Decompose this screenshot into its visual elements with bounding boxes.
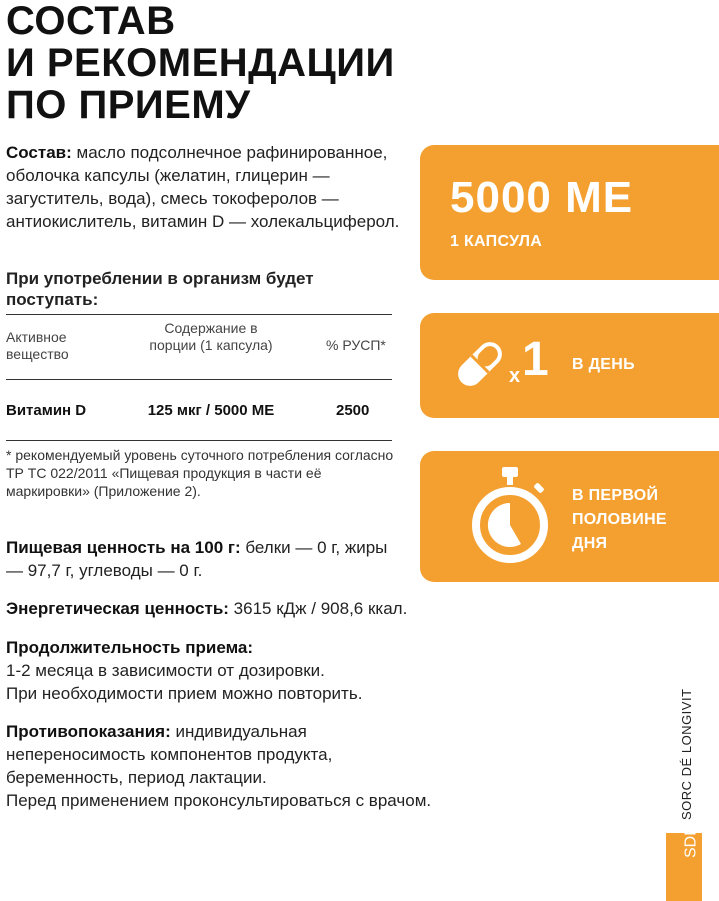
contraindications-section [6,720,506,812]
duration-line-2: При необходимости прием можно повторить. [6,684,363,703]
brand-name: SORC DÉ LONGIVIT [679,688,694,820]
frequency-label: В ДЕНЬ [572,356,635,373]
title-line-3: ПО ПРИЕМУ [6,83,251,127]
timing-line-1: В ПЕРВОЙ [572,487,659,504]
duration-section [6,636,486,705]
timing-card [420,451,719,582]
energy-text: 3615 кДж / 908,6 ккал. [228,599,408,618]
intake-heading: При употреблении в организм будет поступать: [6,269,314,309]
contra-line-4: Перед применением проконсультироваться с врачом. [6,791,432,810]
dose-unit: 1 КАПСУЛА [450,233,543,250]
timing-line-2: ПОЛОВИНЕ [572,511,667,528]
timing-text [572,484,712,556]
title-line-1: СОСТАВ [6,0,176,43]
frequency-times-sign: x [509,365,521,387]
stopwatch-icon [468,463,552,565]
nutrient-table [6,314,392,441]
frequency-card [420,313,719,418]
header-amount: Содержание в порции (1 капсула) [149,320,273,353]
contra-line-3: беременность, период лактации. [6,768,267,787]
composition-section [6,141,406,233]
row-percent: 2500 [336,402,370,419]
frequency-count: 1 [522,333,549,386]
dose-card [420,145,719,280]
brand-badge [666,826,702,901]
capsule-icon [450,334,510,394]
timing-line-3: ДНЯ [572,535,608,552]
composition-text: масло подсолнечное рафинированное, оболочка капсулы (желатин, глицерин — загуститель, вода), смесь токоферолов — антиокислитель, витамин D — холекальциферол. [6,143,400,231]
duration-label: Продолжительность приема: [6,638,254,657]
table-bottom-rule [6,440,392,441]
dose-value: 5000 МЕ [450,173,634,222]
contra-line-1: индивидуальная [170,722,307,741]
nutrition-label: Пищевая ценность на 100 г: [6,538,241,557]
header-percent: % РУСП* [326,337,386,353]
contra-line-2: непереносимость компонентов продукта, [6,745,333,764]
header-substance: Активное вещество [6,329,69,362]
duration-line-1: 1-2 месяца в зависимости от дозировки. [6,661,325,680]
energy-label: Энергетическая ценность: [6,599,229,618]
footnote: * рекомендуемый уровень суточного потребления согласно ТР ТС 022/2011 «Пищевая продукция в части её маркировки» (Приложение 2). [6,447,394,499]
brand-short: SDL [682,826,700,858]
page-title [6,0,395,126]
title-line-2: И РЕКОМЕНДАЦИИ [6,41,395,85]
nutrition-section [6,536,406,582]
table-header [6,315,392,379]
composition-label: Состав: [6,143,72,162]
energy-section [6,597,486,620]
table-row [6,380,392,440]
row-amount: 125 мкг / 5000 МЕ [147,402,275,419]
nutrition-text: белки — 0 г, жиры — 97,7 г, углеводы — 0 г. [6,538,388,580]
contra-label: Противопоказания: [6,722,171,741]
row-substance: Витамин D [6,402,87,419]
